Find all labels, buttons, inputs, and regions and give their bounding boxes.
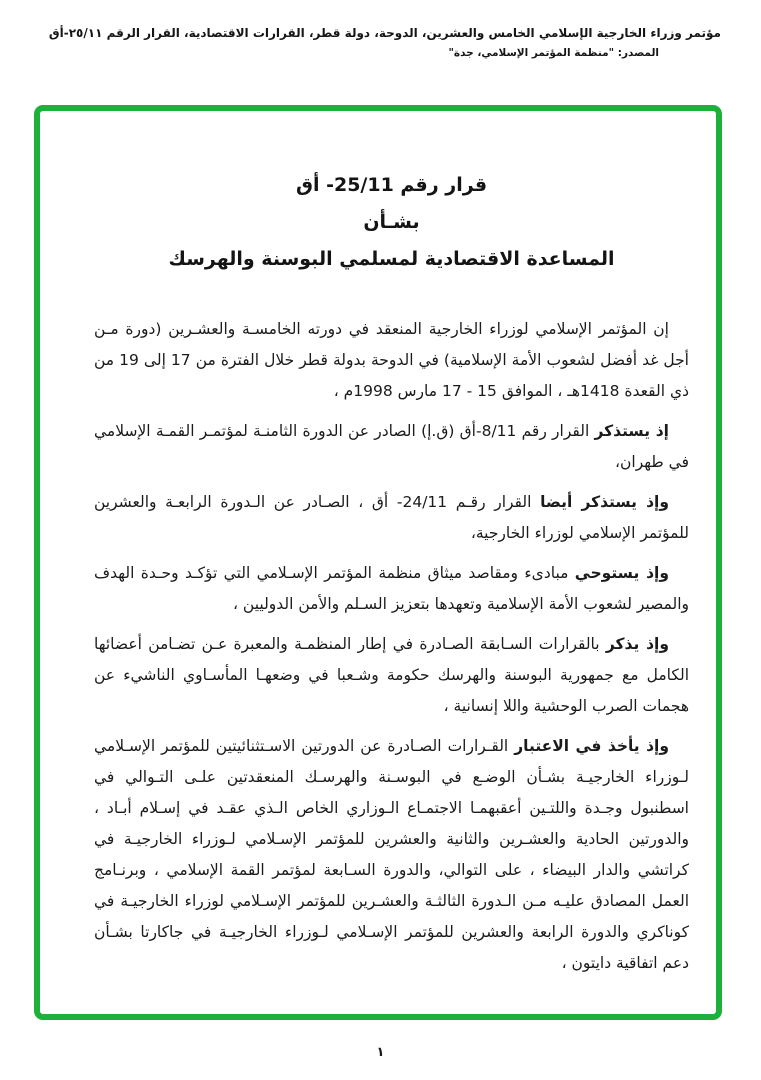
title-subject: المساعدة الاقتصادية لمسلمي البوسنة والهرسك [168, 248, 615, 270]
paragraph-text: القـرارات الصـادرة عن الدورتين الاسـتثنائيتين للمؤتمر الإسـلامي لـوزراء الخارجيـة بشـأن الوضـع في البوسـنة والهرسـك المنعقدتين علـى التـوالي في اسطنبول وجـدة واللتـين أعقبهمـا الاجتمـاع الـوزاري الخاص الـذي عقـد في إسـلام أبـاد ، والدورتين الحادية والعشـرين والثانية والعشرين للمؤتمر الإسـلامي لـوزراء الخارجيـة في كراتشي والدار البيضاء ، على التوالي، والدورة السـابعة لمؤتمر القمة الإسلامي ، وبرنـامج العمل المصادق عليـه مـن الـدورة الثالثـة والعشـرين للمؤتمر الإسـلامي لوزراء الخارجيـة في كوناكري والدورة الرابعة والعشرين للمؤتمر الإسـلامي لـوزراء الخارجيـة في جاكارتا بشـأن دعم اتفاقية دايتون ، [94, 737, 689, 972]
green-border-frame [34, 105, 722, 1020]
paragraph-lead: إذ يستذكر [594, 422, 669, 440]
title-regarding: بشـأن [363, 211, 420, 233]
header-source: المصدر: "منظمة المؤتمر الإسلامي، جدة" [448, 47, 659, 59]
resolution-content [40, 111, 716, 1014]
paragraph-reminding [94, 629, 689, 722]
title-block [94, 167, 689, 278]
paragraph-text: القرار رقـم 24/11- أق ، الصـادر عن الـدورة الرابعـة والعشرين للمؤتمر الإسلامي لوزراء الخارجية، [94, 493, 689, 542]
paragraph-recalling-also [94, 487, 689, 549]
resolution-number-title: قرار رقم 25/11- أق [295, 174, 488, 196]
header-citation: مؤتمر وزراء الخارجية الإسلامي الخامس والعشرين، الدوحة، دولة قطر، القرارات الاقتصادية، القرار الرقم ٢٥/١١-أق [48, 26, 721, 40]
paragraph-preamble [94, 314, 689, 407]
paragraph-lead: وإذ يستوحي [574, 564, 669, 582]
paragraph-lead: وإذ يأخذ في الاعتبار [514, 737, 669, 755]
paragraph-text: إن المؤتمر الإسلامي لوزراء الخارجية المنعقد في دورته الخامسـة والعشـرين (دورة مـن أجل غد أفضل لشعوب الأمة الإسلامية) في الدوحة بدولة قطر خلال الفترة من 17 إلى 19 من ذي القعدة 1418هـ ، الموافق 15 - 17 مارس 1998م ، [94, 320, 689, 400]
paragraph-lead: وإذ يذكر [605, 635, 669, 653]
resolution-body [94, 314, 689, 979]
paragraph-recalling [94, 416, 689, 478]
paragraph-inspired-by [94, 558, 689, 620]
paragraph-lead: وإذ يستذكر أيضا [540, 493, 669, 511]
page-number: ١ [376, 1045, 385, 1060]
paragraph-text: مبادىء ومقاصد ميثاق منظمة المؤتمر الإسـلامي التي تؤكـد وحـدة الهدف والمصير لشعوب الأمة الإسلامية وتعهدها بتعزيز السـلم والأمن الدوليين ، [94, 564, 689, 613]
document-header [30, 26, 721, 59]
paragraph-text: القرار رقم 8/11-أق (ق.إ) الصادر عن الدورة الثامنـة لمؤتمـر القمـة الإسلامي في طهران، [94, 422, 689, 471]
paragraph-taking-into-account [94, 731, 689, 979]
paragraph-text: بالقرارات السـابقة الصـادرة في إطار المنظمـة والمعبرة عـن تضـامن أعضائها الكامل مع جمهورية البوسنة والهرسك حكومة وشـعبا في وضعهـا المأسـاوي الناشيء عن هجمات الصرب الوحشية واللا إنسانية ، [94, 635, 689, 715]
